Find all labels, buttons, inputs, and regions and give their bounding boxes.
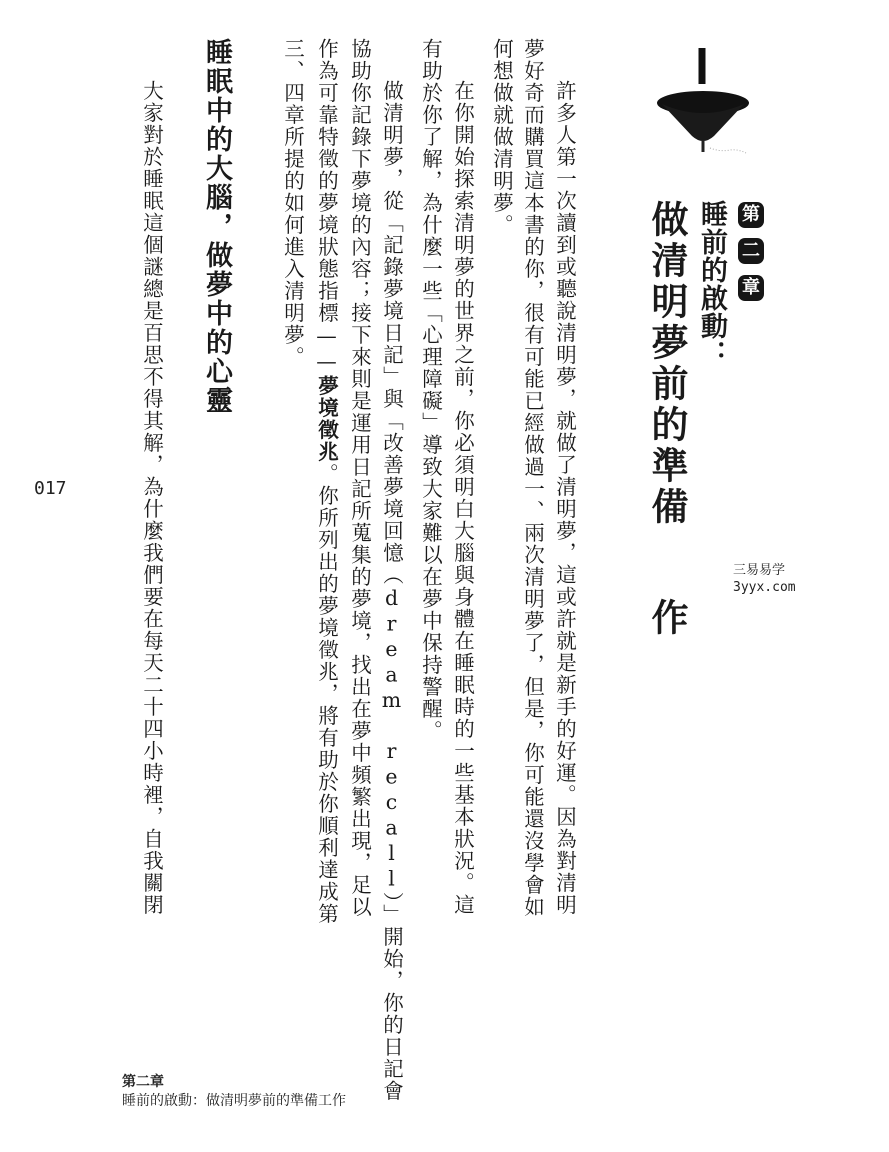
footer-subtitle: 睡前的啟動：做清明夢前的準備工作 [122, 1093, 346, 1109]
paragraph-3-line-4: 三、四章所提的如何進入清明夢。 [280, 38, 305, 368]
section-paragraph-line-1: 大家對於睡眠這個謎總是百思不得其解，為什麼我們要在每天二十四小時裡，自我關閉 [139, 80, 164, 916]
watermark-line-2: 3yyx.com [733, 580, 796, 595]
section-heading: 睡眠中的大腦，做夢中的心靈 [201, 38, 232, 415]
spinning-top-icon [648, 48, 758, 168]
paragraph-3-line-1: 做清明夢，從「記錄夢境日記」與「改善夢境回憶（dream recall）」開始，你的日記會 [379, 80, 404, 1102]
chapter-title: 做清明夢前的準備 [645, 200, 688, 528]
paragraph-1-line-3: 何想做就做清明夢。 [489, 38, 514, 236]
paragraph-3-line-3-end: 。你所列出的夢境徵兆，將有助於你順利達成第 [314, 463, 339, 925]
paragraph-3-line-2: 協助你記錄下夢境的內容；接下來則是運用日記所蒐集的夢境，找出在夢中頻繁出現，足以 [347, 38, 372, 918]
chapter-subtitle: 睡前的啟動： [696, 200, 727, 368]
watermark-line-1: 三易易学 [733, 563, 786, 578]
paragraph-2-line-1: 在你開始探索清明夢的世界之前，你必須明白大腦與身體在睡眠時的一些基本狀況。這 [450, 80, 475, 916]
paragraph-1-line-2: 夢好奇而購買這本書的你，很有可能已經做過一、兩次清明夢了，但是，你可能還沒學會如 [520, 38, 545, 918]
chapter-title-last-char: 作 [645, 598, 688, 639]
paragraph-2-line-2: 有助於你了解，為什麼一些「心理障礙」導致大家難以在夢中保持警醒。 [418, 38, 443, 742]
paragraph-1-line-1: 許多人第一次讀到或聽說清明夢，就做了清明夢，這或許就是新手的好運。因為對清明 [552, 80, 577, 916]
chapter-badge-char-3: 章 [738, 275, 764, 301]
footer-chapter: 第二章 [122, 1074, 164, 1090]
chapter-badge-char-2: 二 [738, 238, 764, 264]
paragraph-3-line-3 [316, 38, 337, 925]
chapter-badge-char-1: 第 [738, 202, 764, 228]
running-footer [122, 1073, 346, 1111]
page-number: 017 [34, 478, 67, 499]
dream-signs-term: 夢境徵兆 [314, 375, 339, 463]
watermark [733, 562, 796, 596]
paragraph-3-line-3-start: 作為可靠特徵的夢境狀態指標—— [314, 38, 339, 375]
